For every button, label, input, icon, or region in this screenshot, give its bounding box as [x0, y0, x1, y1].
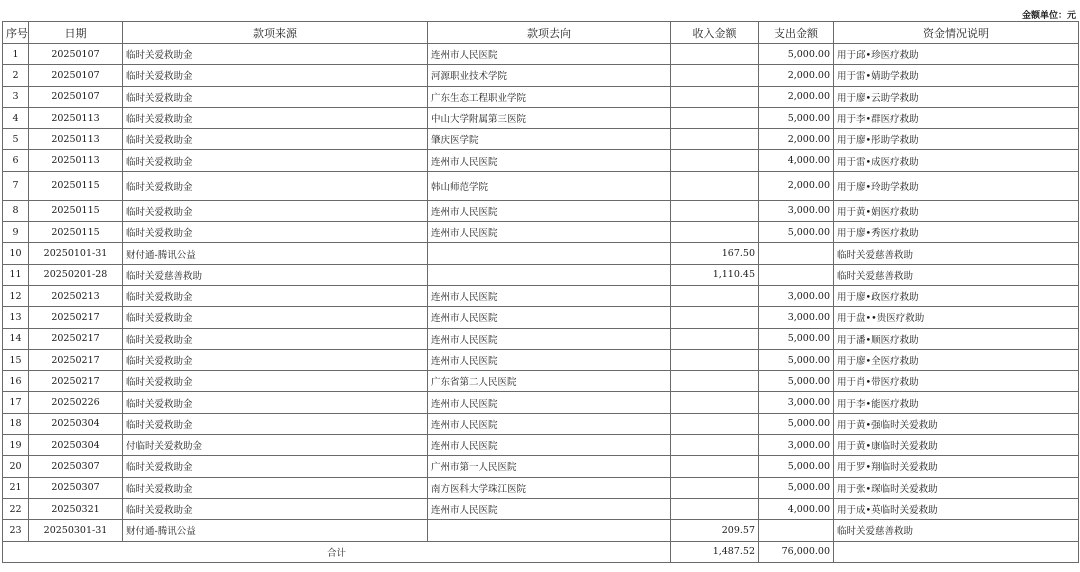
- row-number: 9: [3, 222, 29, 243]
- currency-unit-label: 金额单位：元: [1021, 11, 1076, 21]
- row-source: 临时关爱救助金: [123, 129, 428, 150]
- row-source: 临时关爱救助金: [123, 222, 428, 243]
- row-date: 20250107: [29, 65, 123, 86]
- row-income: [671, 285, 759, 306]
- row-date: 20250113: [29, 107, 123, 128]
- row-destination: 广州市第一人民医院: [428, 456, 671, 477]
- row-income: 1,110.45: [671, 264, 759, 285]
- row-expense: 4,000.00: [759, 150, 834, 171]
- row-note: 用于肖•带医疗救助: [834, 371, 1079, 392]
- row-income: [671, 65, 759, 86]
- row-note: 用于廖•政医疗救助: [834, 285, 1079, 306]
- row-income: [671, 107, 759, 128]
- row-note: 临时关爱慈善救助: [834, 243, 1079, 264]
- table-header-row: [3, 22, 1079, 44]
- row-expense: [759, 243, 834, 264]
- table-row: [3, 477, 1079, 498]
- table-row: [3, 328, 1079, 349]
- row-destination: 连州市人民医院: [428, 222, 671, 243]
- row-destination: 连州市人民医院: [428, 328, 671, 349]
- row-number: 21: [3, 477, 29, 498]
- row-date: 20250115: [29, 171, 123, 200]
- row-note: 用于黄•康临时关爱救助: [834, 435, 1079, 456]
- row-note: 用于李•群医疗救助: [834, 107, 1079, 128]
- table-row: [3, 413, 1079, 434]
- row-expense: [759, 264, 834, 285]
- row-expense: 3,000.00: [759, 200, 834, 221]
- row-date: 20250304: [29, 435, 123, 456]
- row-source: 临时关爱救助金: [123, 477, 428, 498]
- table-row: [3, 171, 1079, 200]
- row-source: 付临时关爱救助金: [123, 435, 428, 456]
- row-expense: 5,000.00: [759, 222, 834, 243]
- row-date: 20250217: [29, 307, 123, 328]
- row-income: [671, 328, 759, 349]
- row-income: [671, 371, 759, 392]
- table-row: [3, 264, 1079, 285]
- row-income: [671, 129, 759, 150]
- row-source: 财付通-腾讯公益: [123, 243, 428, 264]
- row-income: [671, 86, 759, 107]
- header-note: 资金情况说明: [834, 22, 1079, 44]
- row-source: 临时关爱救助金: [123, 371, 428, 392]
- row-destination: [428, 520, 671, 541]
- header-source: 款项来源: [123, 22, 428, 44]
- donation-ledger-table: [2, 21, 1079, 563]
- row-date: 20250107: [29, 44, 123, 65]
- row-number: 11: [3, 264, 29, 285]
- row-destination: 连州市人民医院: [428, 150, 671, 171]
- row-destination: 南方医科大学珠江医院: [428, 477, 671, 498]
- row-expense: 5,000.00: [759, 413, 834, 434]
- row-date: 20250201-28: [29, 264, 123, 285]
- row-note: 用于盘••贵医疗救助: [834, 307, 1079, 328]
- table-row: [3, 520, 1079, 541]
- row-income: [671, 44, 759, 65]
- header-income: 收入金额: [671, 22, 759, 44]
- row-note: 临时关爱慈善救助: [834, 520, 1079, 541]
- row-number: 18: [3, 413, 29, 434]
- row-note: 用于潘•顺医疗救助: [834, 328, 1079, 349]
- row-income: [671, 222, 759, 243]
- row-income: [671, 413, 759, 434]
- row-date: 20250113: [29, 129, 123, 150]
- table-row: [3, 150, 1079, 171]
- row-number: 4: [3, 107, 29, 128]
- row-number: 15: [3, 349, 29, 370]
- row-number: 12: [3, 285, 29, 306]
- table-row: [3, 349, 1079, 370]
- row-date: 20250307: [29, 477, 123, 498]
- row-number: 7: [3, 171, 29, 200]
- row-number: 20: [3, 456, 29, 477]
- row-date: 20250321: [29, 498, 123, 519]
- row-number: 23: [3, 520, 29, 541]
- table-row: [3, 44, 1079, 65]
- row-destination: 连州市人民医院: [428, 392, 671, 413]
- table-row: [3, 371, 1079, 392]
- row-source: 临时关爱救助金: [123, 171, 428, 200]
- table-row: [3, 392, 1079, 413]
- row-number: 3: [3, 86, 29, 107]
- row-date: 20250304: [29, 413, 123, 434]
- row-expense: 4,000.00: [759, 498, 834, 519]
- row-destination: 连州市人民医院: [428, 44, 671, 65]
- row-expense: 5,000.00: [759, 456, 834, 477]
- row-expense: 5,000.00: [759, 107, 834, 128]
- row-note: 用于廖•玲助学救助: [834, 171, 1079, 200]
- row-source: 临时关爱救助金: [123, 285, 428, 306]
- header-destination: 款项去向: [428, 22, 671, 44]
- header-date: 日期: [29, 22, 123, 44]
- row-note: 用于李•能医疗救助: [834, 392, 1079, 413]
- row-income: [671, 200, 759, 221]
- row-date: 20250217: [29, 328, 123, 349]
- row-expense: 5,000.00: [759, 328, 834, 349]
- table-row: [3, 243, 1079, 264]
- row-source: 临时关爱救助金: [123, 413, 428, 434]
- row-destination: 广东生态工程职业学院: [428, 86, 671, 107]
- row-expense: 3,000.00: [759, 285, 834, 306]
- table-row: [3, 129, 1079, 150]
- total-note: [834, 541, 1079, 562]
- table-row: [3, 435, 1079, 456]
- row-date: 20250115: [29, 200, 123, 221]
- row-note: 用于廖•云助学救助: [834, 86, 1079, 107]
- row-source: 临时关爱慈善救助: [123, 264, 428, 285]
- row-source: 临时关爱救助金: [123, 349, 428, 370]
- row-destination: 连州市人民医院: [428, 200, 671, 221]
- row-destination: 连州市人民医院: [428, 307, 671, 328]
- row-expense: 2,000.00: [759, 86, 834, 107]
- row-source: 临时关爱救助金: [123, 392, 428, 413]
- table-row: [3, 285, 1079, 306]
- row-number: 1: [3, 44, 29, 65]
- row-date: 20250217: [29, 349, 123, 370]
- row-number: 6: [3, 150, 29, 171]
- row-income: 209.57: [671, 520, 759, 541]
- row-expense: 3,000.00: [759, 307, 834, 328]
- row-income: [671, 171, 759, 200]
- table-row: [3, 456, 1079, 477]
- row-income: [671, 392, 759, 413]
- row-expense: 2,000.00: [759, 65, 834, 86]
- row-source: 临时关爱救助金: [123, 200, 428, 221]
- row-expense: [759, 520, 834, 541]
- row-source: 临时关爱救助金: [123, 44, 428, 65]
- row-note: 用于张•琛临时关爱救助: [834, 477, 1079, 498]
- row-date: 20250213: [29, 285, 123, 306]
- row-destination: 肇庆医学院: [428, 129, 671, 150]
- row-number: 13: [3, 307, 29, 328]
- row-note: 用于雷•婧助学救助: [834, 65, 1079, 86]
- row-expense: 3,000.00: [759, 392, 834, 413]
- row-number: 14: [3, 328, 29, 349]
- table-row: [3, 107, 1079, 128]
- row-number: 16: [3, 371, 29, 392]
- row-number: 19: [3, 435, 29, 456]
- table-row: [3, 200, 1079, 221]
- row-note: 临时关爱慈善救助: [834, 264, 1079, 285]
- row-note: 用于黄•强临时关爱救助: [834, 413, 1079, 434]
- row-expense: 2,000.00: [759, 171, 834, 200]
- row-expense: 3,000.00: [759, 435, 834, 456]
- row-date: 20250101-31: [29, 243, 123, 264]
- row-expense: 5,000.00: [759, 44, 834, 65]
- table-row: [3, 222, 1079, 243]
- row-source: 临时关爱救助金: [123, 456, 428, 477]
- row-note: 用于罗•翔临时关爱救助: [834, 456, 1079, 477]
- header-expense: 支出金额: [759, 22, 834, 44]
- row-destination: 连州市人民医院: [428, 349, 671, 370]
- row-income: [671, 150, 759, 171]
- row-destination: [428, 264, 671, 285]
- row-source: 临时关爱救助金: [123, 150, 428, 171]
- total-expense: 76,000.00: [759, 541, 834, 562]
- row-date: 20250226: [29, 392, 123, 413]
- row-note: 用于邱•珍医疗救助: [834, 44, 1079, 65]
- table-row: [3, 65, 1079, 86]
- row-destination: 广东省第二人民医院: [428, 371, 671, 392]
- row-income: [671, 477, 759, 498]
- row-number: 8: [3, 200, 29, 221]
- row-destination: 连州市人民医院: [428, 285, 671, 306]
- row-source: 临时关爱救助金: [123, 328, 428, 349]
- row-income: [671, 456, 759, 477]
- row-note: 用于廖•全医疗救助: [834, 349, 1079, 370]
- row-note: 用于雷•成医疗救助: [834, 150, 1079, 171]
- table-row: [3, 498, 1079, 519]
- table-row: [3, 86, 1079, 107]
- row-destination: 连州市人民医院: [428, 498, 671, 519]
- row-number: 10: [3, 243, 29, 264]
- row-note: 用于廖•秀医疗救助: [834, 222, 1079, 243]
- table-row: [3, 307, 1079, 328]
- row-date: 20250113: [29, 150, 123, 171]
- row-number: 2: [3, 65, 29, 86]
- row-source: 临时关爱救助金: [123, 307, 428, 328]
- total-row: [3, 541, 1079, 562]
- header-no: 序号: [3, 22, 29, 44]
- row-destination: 河源职业技术学院: [428, 65, 671, 86]
- row-income: [671, 435, 759, 456]
- row-expense: 5,000.00: [759, 371, 834, 392]
- row-source: 财付通-腾讯公益: [123, 520, 428, 541]
- row-expense: 5,000.00: [759, 477, 834, 498]
- total-label: 合计: [3, 541, 671, 562]
- row-income: [671, 498, 759, 519]
- row-number: 22: [3, 498, 29, 519]
- row-income: [671, 307, 759, 328]
- row-source: 临时关爱救助金: [123, 65, 428, 86]
- row-income: [671, 349, 759, 370]
- row-date: 20250107: [29, 86, 123, 107]
- row-source: 临时关爱救助金: [123, 107, 428, 128]
- row-note: 用于黄•娟医疗救助: [834, 200, 1079, 221]
- total-income: 1,487.52: [671, 541, 759, 562]
- row-date: 20250217: [29, 371, 123, 392]
- row-date: 20250115: [29, 222, 123, 243]
- row-date: 20250301-31: [29, 520, 123, 541]
- row-destination: 连州市人民医院: [428, 435, 671, 456]
- row-number: 5: [3, 129, 29, 150]
- row-note: 用于成•英临时关爱救助: [834, 498, 1079, 519]
- row-expense: 2,000.00: [759, 129, 834, 150]
- row-destination: 韩山师范学院: [428, 171, 671, 200]
- row-destination: [428, 243, 671, 264]
- row-destination: 连州市人民医院: [428, 413, 671, 434]
- row-expense: 5,000.00: [759, 349, 834, 370]
- row-number: 17: [3, 392, 29, 413]
- row-note: 用于廖•彤助学救助: [834, 129, 1079, 150]
- row-date: 20250307: [29, 456, 123, 477]
- row-source: 临时关爱救助金: [123, 498, 428, 519]
- row-source: 临时关爱救助金: [123, 86, 428, 107]
- row-destination: 中山大学附属第三医院: [428, 107, 671, 128]
- row-income: 167.50: [671, 243, 759, 264]
